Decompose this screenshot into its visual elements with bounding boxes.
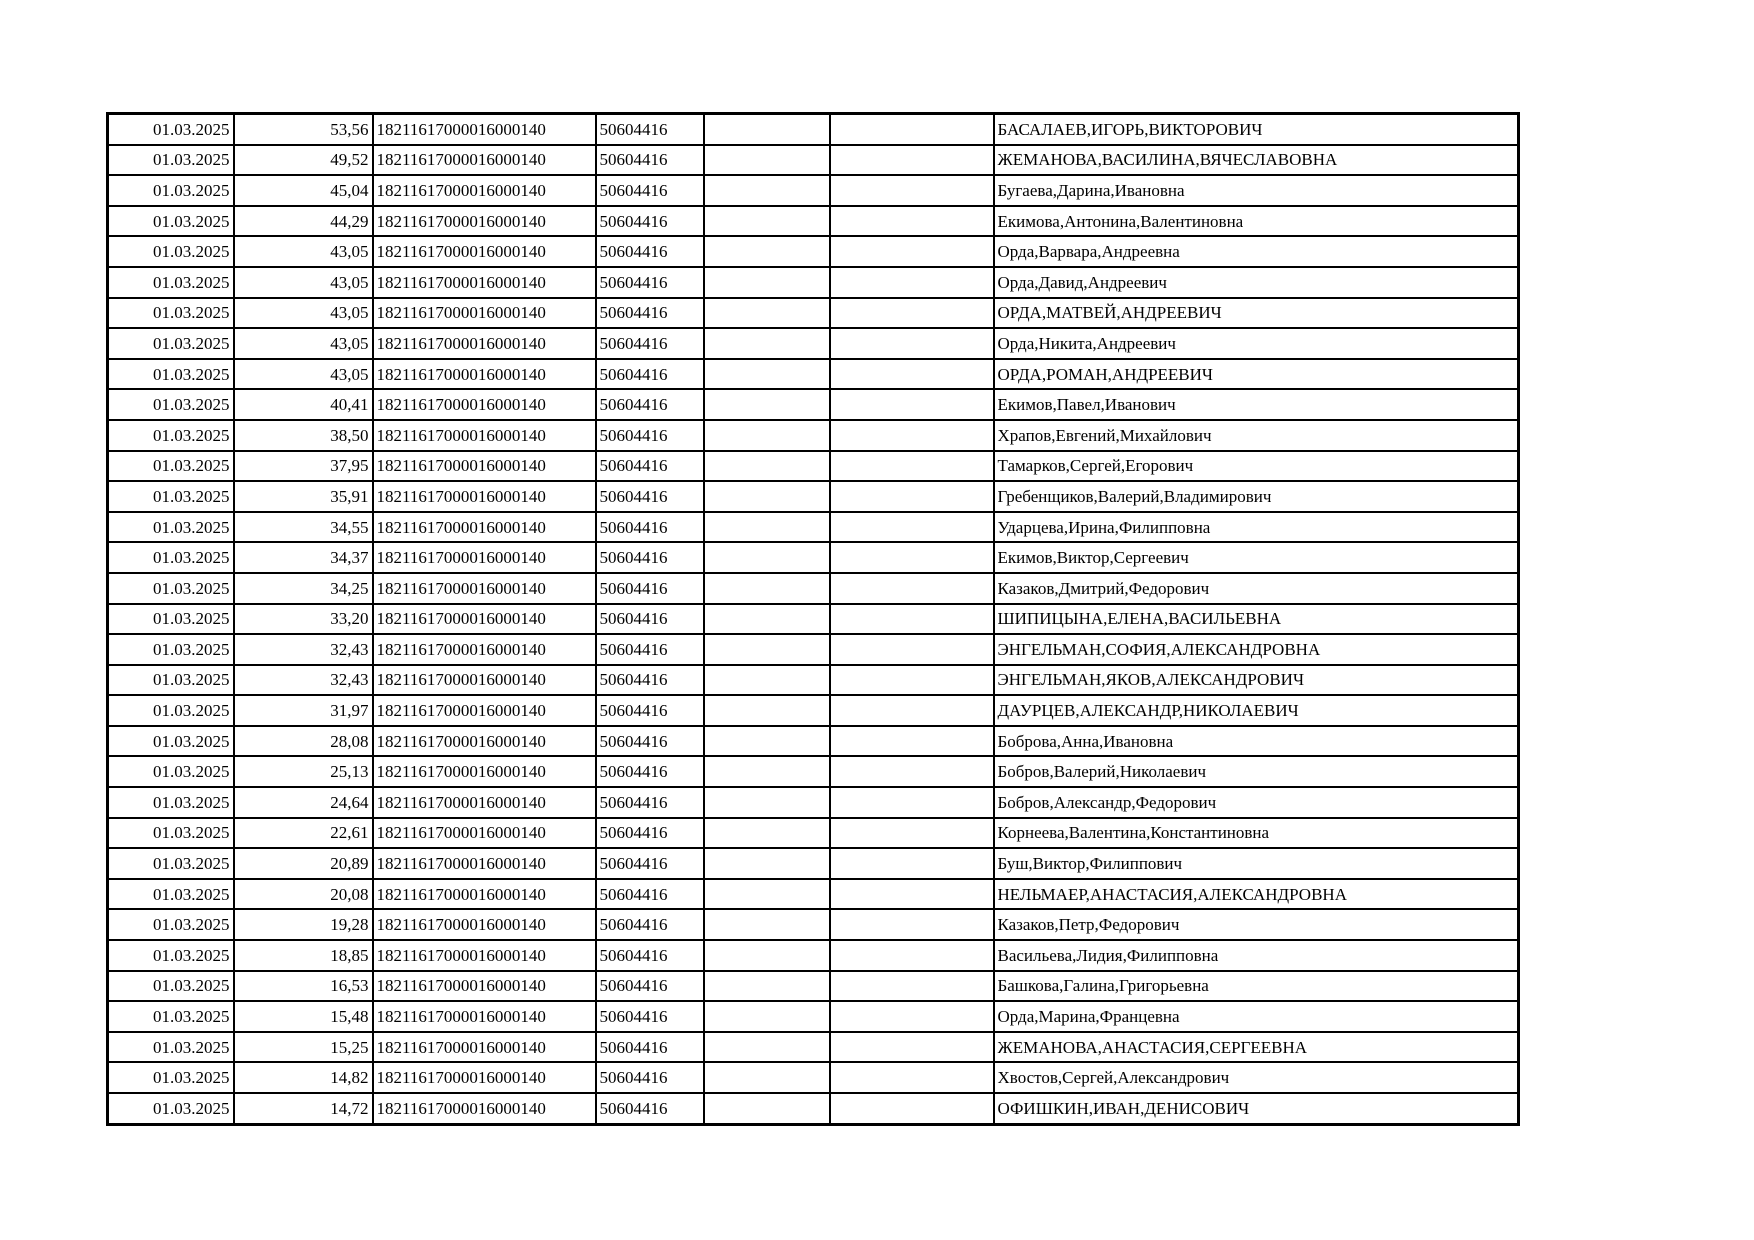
payer-name-cell: Орда,Марина,Францевна bbox=[994, 1001, 1519, 1032]
payment-date-cell: 01.03.2025 bbox=[108, 1062, 234, 1093]
payment-amount-cell: 40,41 bbox=[234, 389, 373, 420]
oktmo-code-cell: 50604416 bbox=[596, 359, 704, 390]
table-row bbox=[108, 389, 1519, 420]
payment-date-cell: 01.03.2025 bbox=[108, 971, 234, 1002]
payer-name-cell: ЖЕМАНОВА,АНАСТАСИЯ,СЕРГЕЕВНА bbox=[994, 1032, 1519, 1063]
empty-cell bbox=[830, 879, 994, 910]
kbk-code-cell: 18211617000016000140 bbox=[373, 787, 596, 818]
kbk-code-cell: 18211617000016000140 bbox=[373, 726, 596, 757]
empty-cell bbox=[830, 175, 994, 206]
kbk-code-cell: 18211617000016000140 bbox=[373, 1093, 596, 1124]
oktmo-code-cell: 50604416 bbox=[596, 818, 704, 849]
table-row bbox=[108, 909, 1519, 940]
payer-name-cell: БАСАЛАЕВ,ИГОРЬ,ВИКТОРОВИЧ bbox=[994, 114, 1519, 145]
payer-name-cell: Казаков,Петр,Федорович bbox=[994, 909, 1519, 940]
oktmo-code-cell: 50604416 bbox=[596, 206, 704, 237]
payment-amount-cell: 43,05 bbox=[234, 298, 373, 329]
table-row bbox=[108, 328, 1519, 359]
empty-cell bbox=[704, 573, 830, 604]
table-row bbox=[108, 512, 1519, 543]
empty-cell bbox=[704, 145, 830, 176]
oktmo-code-cell: 50604416 bbox=[596, 726, 704, 757]
oktmo-code-cell: 50604416 bbox=[596, 573, 704, 604]
empty-cell bbox=[830, 206, 994, 237]
table-row bbox=[108, 206, 1519, 237]
payer-name-cell: ЖЕМАНОВА,ВАСИЛИНА,ВЯЧЕСЛАВОВНА bbox=[994, 145, 1519, 176]
empty-cell bbox=[704, 726, 830, 757]
table-row bbox=[108, 940, 1519, 971]
oktmo-code-cell: 50604416 bbox=[596, 634, 704, 665]
payment-amount-cell: 28,08 bbox=[234, 726, 373, 757]
table-row bbox=[108, 695, 1519, 726]
empty-cell bbox=[704, 420, 830, 451]
payment-date-cell: 01.03.2025 bbox=[108, 328, 234, 359]
kbk-code-cell: 18211617000016000140 bbox=[373, 1001, 596, 1032]
payments-table bbox=[106, 112, 1520, 1126]
payment-amount-cell: 14,72 bbox=[234, 1093, 373, 1124]
empty-cell bbox=[704, 328, 830, 359]
empty-cell bbox=[704, 389, 830, 420]
oktmo-code-cell: 50604416 bbox=[596, 542, 704, 573]
payer-name-cell: ДАУРЦЕВ,АЛЕКСАНДР,НИКОЛАЕВИЧ bbox=[994, 695, 1519, 726]
payment-date-cell: 01.03.2025 bbox=[108, 359, 234, 390]
empty-cell bbox=[704, 604, 830, 635]
empty-cell bbox=[830, 542, 994, 573]
empty-cell bbox=[830, 114, 994, 145]
payment-amount-cell: 20,89 bbox=[234, 848, 373, 879]
table-row bbox=[108, 971, 1519, 1002]
empty-cell bbox=[704, 512, 830, 543]
kbk-code-cell: 18211617000016000140 bbox=[373, 114, 596, 145]
kbk-code-cell: 18211617000016000140 bbox=[373, 879, 596, 910]
payments-table-body bbox=[108, 114, 1519, 1125]
payment-date-cell: 01.03.2025 bbox=[108, 665, 234, 696]
payment-amount-cell: 15,48 bbox=[234, 1001, 373, 1032]
payment-date-cell: 01.03.2025 bbox=[108, 756, 234, 787]
empty-cell bbox=[830, 328, 994, 359]
payment-date-cell: 01.03.2025 bbox=[108, 267, 234, 298]
empty-cell bbox=[830, 236, 994, 267]
kbk-code-cell: 18211617000016000140 bbox=[373, 481, 596, 512]
kbk-code-cell: 18211617000016000140 bbox=[373, 848, 596, 879]
table-row bbox=[108, 236, 1519, 267]
oktmo-code-cell: 50604416 bbox=[596, 971, 704, 1002]
empty-cell bbox=[704, 756, 830, 787]
table-row bbox=[108, 298, 1519, 329]
payer-name-cell: Бобров,Александр,Федорович bbox=[994, 787, 1519, 818]
payment-date-cell: 01.03.2025 bbox=[108, 879, 234, 910]
kbk-code-cell: 18211617000016000140 bbox=[373, 695, 596, 726]
kbk-code-cell: 18211617000016000140 bbox=[373, 175, 596, 206]
empty-cell bbox=[830, 634, 994, 665]
payment-amount-cell: 16,53 bbox=[234, 971, 373, 1002]
payer-name-cell: Боброва,Анна,Ивановна bbox=[994, 726, 1519, 757]
kbk-code-cell: 18211617000016000140 bbox=[373, 298, 596, 329]
empty-cell bbox=[704, 848, 830, 879]
oktmo-code-cell: 50604416 bbox=[596, 940, 704, 971]
kbk-code-cell: 18211617000016000140 bbox=[373, 206, 596, 237]
payment-amount-cell: 35,91 bbox=[234, 481, 373, 512]
payer-name-cell: Казаков,Дмитрий,Федорович bbox=[994, 573, 1519, 604]
kbk-code-cell: 18211617000016000140 bbox=[373, 389, 596, 420]
kbk-code-cell: 18211617000016000140 bbox=[373, 1062, 596, 1093]
oktmo-code-cell: 50604416 bbox=[596, 665, 704, 696]
payment-date-cell: 01.03.2025 bbox=[108, 236, 234, 267]
empty-cell bbox=[704, 695, 830, 726]
empty-cell bbox=[704, 236, 830, 267]
payment-amount-cell: 38,50 bbox=[234, 420, 373, 451]
empty-cell bbox=[704, 1001, 830, 1032]
oktmo-code-cell: 50604416 bbox=[596, 389, 704, 420]
payer-name-cell: ОРДА,МАТВЕЙ,АНДРЕЕВИЧ bbox=[994, 298, 1519, 329]
oktmo-code-cell: 50604416 bbox=[596, 451, 704, 482]
empty-cell bbox=[830, 267, 994, 298]
oktmo-code-cell: 50604416 bbox=[596, 236, 704, 267]
empty-cell bbox=[704, 1093, 830, 1124]
payment-amount-cell: 34,37 bbox=[234, 542, 373, 573]
table-row bbox=[108, 145, 1519, 176]
payment-date-cell: 01.03.2025 bbox=[108, 114, 234, 145]
payment-amount-cell: 43,05 bbox=[234, 267, 373, 298]
oktmo-code-cell: 50604416 bbox=[596, 1093, 704, 1124]
kbk-code-cell: 18211617000016000140 bbox=[373, 634, 596, 665]
kbk-code-cell: 18211617000016000140 bbox=[373, 542, 596, 573]
table-row bbox=[108, 665, 1519, 696]
payer-name-cell: Екимов,Виктор,Сергеевич bbox=[994, 542, 1519, 573]
payer-name-cell: ОРДА,РОМАН,АНДРЕЕВИЧ bbox=[994, 359, 1519, 390]
table-row bbox=[108, 1001, 1519, 1032]
kbk-code-cell: 18211617000016000140 bbox=[373, 328, 596, 359]
kbk-code-cell: 18211617000016000140 bbox=[373, 420, 596, 451]
payer-name-cell: Орда,Давид,Андреевич bbox=[994, 267, 1519, 298]
empty-cell bbox=[830, 389, 994, 420]
empty-cell bbox=[830, 665, 994, 696]
payer-name-cell: ЭНГЕЛЬМАН,ЯКОВ,АЛЕКСАНДРОВИЧ bbox=[994, 665, 1519, 696]
payment-date-cell: 01.03.2025 bbox=[108, 909, 234, 940]
empty-cell bbox=[704, 634, 830, 665]
kbk-code-cell: 18211617000016000140 bbox=[373, 756, 596, 787]
payment-amount-cell: 22,61 bbox=[234, 818, 373, 849]
empty-cell bbox=[830, 1062, 994, 1093]
empty-cell bbox=[830, 145, 994, 176]
payer-name-cell: Васильева,Лидия,Филипповна bbox=[994, 940, 1519, 971]
kbk-code-cell: 18211617000016000140 bbox=[373, 267, 596, 298]
empty-cell bbox=[704, 665, 830, 696]
table-row bbox=[108, 451, 1519, 482]
oktmo-code-cell: 50604416 bbox=[596, 175, 704, 206]
empty-cell bbox=[830, 573, 994, 604]
empty-cell bbox=[830, 909, 994, 940]
oktmo-code-cell: 50604416 bbox=[596, 909, 704, 940]
payer-name-cell: ШИПИЦЫНА,ЕЛЕНА,ВАСИЛЬЕВНА bbox=[994, 604, 1519, 635]
payment-amount-cell: 25,13 bbox=[234, 756, 373, 787]
payer-name-cell: ОФИШКИН,ИВАН,ДЕНИСОВИЧ bbox=[994, 1093, 1519, 1124]
payment-amount-cell: 53,56 bbox=[234, 114, 373, 145]
empty-cell bbox=[704, 267, 830, 298]
empty-cell bbox=[704, 359, 830, 390]
payer-name-cell: Тамарков,Сергей,Егорович bbox=[994, 451, 1519, 482]
empty-cell bbox=[830, 726, 994, 757]
empty-cell bbox=[830, 420, 994, 451]
payer-name-cell: Бобров,Валерий,Николаевич bbox=[994, 756, 1519, 787]
payer-name-cell: Хвостов,Сергей,Александрович bbox=[994, 1062, 1519, 1093]
empty-cell bbox=[704, 787, 830, 818]
payment-date-cell: 01.03.2025 bbox=[108, 1093, 234, 1124]
payer-name-cell: Екимов,Павел,Иванович bbox=[994, 389, 1519, 420]
kbk-code-cell: 18211617000016000140 bbox=[373, 818, 596, 849]
oktmo-code-cell: 50604416 bbox=[596, 787, 704, 818]
oktmo-code-cell: 50604416 bbox=[596, 481, 704, 512]
payment-amount-cell: 14,82 bbox=[234, 1062, 373, 1093]
empty-cell bbox=[704, 940, 830, 971]
payment-date-cell: 01.03.2025 bbox=[108, 726, 234, 757]
kbk-code-cell: 18211617000016000140 bbox=[373, 236, 596, 267]
table-row bbox=[108, 604, 1519, 635]
payment-date-cell: 01.03.2025 bbox=[108, 604, 234, 635]
kbk-code-cell: 18211617000016000140 bbox=[373, 909, 596, 940]
payment-date-cell: 01.03.2025 bbox=[108, 634, 234, 665]
payment-amount-cell: 37,95 bbox=[234, 451, 373, 482]
payment-date-cell: 01.03.2025 bbox=[108, 512, 234, 543]
oktmo-code-cell: 50604416 bbox=[596, 298, 704, 329]
kbk-code-cell: 18211617000016000140 bbox=[373, 940, 596, 971]
payment-amount-cell: 24,64 bbox=[234, 787, 373, 818]
empty-cell bbox=[830, 1093, 994, 1124]
empty-cell bbox=[704, 542, 830, 573]
payment-amount-cell: 45,04 bbox=[234, 175, 373, 206]
table-row bbox=[108, 818, 1519, 849]
oktmo-code-cell: 50604416 bbox=[596, 1062, 704, 1093]
table-row bbox=[108, 420, 1519, 451]
payment-amount-cell: 32,43 bbox=[234, 665, 373, 696]
payment-amount-cell: 15,25 bbox=[234, 1032, 373, 1063]
empty-cell bbox=[830, 512, 994, 543]
oktmo-code-cell: 50604416 bbox=[596, 1001, 704, 1032]
empty-cell bbox=[830, 604, 994, 635]
payment-date-cell: 01.03.2025 bbox=[108, 481, 234, 512]
oktmo-code-cell: 50604416 bbox=[596, 604, 704, 635]
payment-amount-cell: 43,05 bbox=[234, 236, 373, 267]
payment-amount-cell: 19,28 bbox=[234, 909, 373, 940]
payer-name-cell: Гребенщиков,Валерий,Владимирович bbox=[994, 481, 1519, 512]
kbk-code-cell: 18211617000016000140 bbox=[373, 145, 596, 176]
payment-date-cell: 01.03.2025 bbox=[108, 940, 234, 971]
oktmo-code-cell: 50604416 bbox=[596, 420, 704, 451]
payment-date-cell: 01.03.2025 bbox=[108, 145, 234, 176]
table-row bbox=[108, 1062, 1519, 1093]
table-row bbox=[108, 175, 1519, 206]
payment-date-cell: 01.03.2025 bbox=[108, 695, 234, 726]
payer-name-cell: Ударцева,Ирина,Филипповна bbox=[994, 512, 1519, 543]
payer-name-cell: Храпов,Евгений,Михайлович bbox=[994, 420, 1519, 451]
payment-date-cell: 01.03.2025 bbox=[108, 1032, 234, 1063]
payer-name-cell: НЕЛЬМАЕР,АНАСТАСИЯ,АЛЕКСАНДРОВНА bbox=[994, 879, 1519, 910]
empty-cell bbox=[830, 940, 994, 971]
kbk-code-cell: 18211617000016000140 bbox=[373, 1032, 596, 1063]
payment-amount-cell: 20,08 bbox=[234, 879, 373, 910]
payment-amount-cell: 44,29 bbox=[234, 206, 373, 237]
payment-amount-cell: 34,55 bbox=[234, 512, 373, 543]
payment-amount-cell: 34,25 bbox=[234, 573, 373, 604]
empty-cell bbox=[704, 114, 830, 145]
kbk-code-cell: 18211617000016000140 bbox=[373, 359, 596, 390]
payer-name-cell: Буш,Виктор,Филиппович bbox=[994, 848, 1519, 879]
empty-cell bbox=[704, 481, 830, 512]
payment-date-cell: 01.03.2025 bbox=[108, 451, 234, 482]
oktmo-code-cell: 50604416 bbox=[596, 512, 704, 543]
payment-date-cell: 01.03.2025 bbox=[108, 787, 234, 818]
payment-amount-cell: 31,97 bbox=[234, 695, 373, 726]
payer-name-cell: Екимова,Антонина,Валентиновна bbox=[994, 206, 1519, 237]
empty-cell bbox=[830, 848, 994, 879]
table-row bbox=[108, 787, 1519, 818]
empty-cell bbox=[830, 359, 994, 390]
empty-cell bbox=[830, 787, 994, 818]
kbk-code-cell: 18211617000016000140 bbox=[373, 971, 596, 1002]
kbk-code-cell: 18211617000016000140 bbox=[373, 573, 596, 604]
kbk-code-cell: 18211617000016000140 bbox=[373, 512, 596, 543]
kbk-code-cell: 18211617000016000140 bbox=[373, 665, 596, 696]
payer-name-cell: Орда,Варвара,Андреевна bbox=[994, 236, 1519, 267]
empty-cell bbox=[830, 1001, 994, 1032]
table-row bbox=[108, 573, 1519, 604]
oktmo-code-cell: 50604416 bbox=[596, 114, 704, 145]
empty-cell bbox=[704, 206, 830, 237]
payment-date-cell: 01.03.2025 bbox=[108, 818, 234, 849]
oktmo-code-cell: 50604416 bbox=[596, 1032, 704, 1063]
payment-date-cell: 01.03.2025 bbox=[108, 420, 234, 451]
payment-amount-cell: 49,52 bbox=[234, 145, 373, 176]
payment-date-cell: 01.03.2025 bbox=[108, 848, 234, 879]
empty-cell bbox=[830, 818, 994, 849]
empty-cell bbox=[830, 756, 994, 787]
table-row bbox=[108, 879, 1519, 910]
oktmo-code-cell: 50604416 bbox=[596, 267, 704, 298]
empty-cell bbox=[704, 298, 830, 329]
table-row bbox=[108, 848, 1519, 879]
empty-cell bbox=[830, 298, 994, 329]
payment-date-cell: 01.03.2025 bbox=[108, 1001, 234, 1032]
payment-amount-cell: 18,85 bbox=[234, 940, 373, 971]
empty-cell bbox=[704, 175, 830, 206]
table-row bbox=[108, 1093, 1519, 1124]
empty-cell bbox=[830, 481, 994, 512]
table-row bbox=[108, 542, 1519, 573]
payment-date-cell: 01.03.2025 bbox=[108, 542, 234, 573]
empty-cell bbox=[704, 879, 830, 910]
table-row bbox=[108, 1032, 1519, 1063]
kbk-code-cell: 18211617000016000140 bbox=[373, 604, 596, 635]
payment-date-cell: 01.03.2025 bbox=[108, 206, 234, 237]
empty-cell bbox=[704, 1032, 830, 1063]
empty-cell bbox=[704, 451, 830, 482]
payer-name-cell: Башкова,Галина,Григорьевна bbox=[994, 971, 1519, 1002]
kbk-code-cell: 18211617000016000140 bbox=[373, 451, 596, 482]
oktmo-code-cell: 50604416 bbox=[596, 145, 704, 176]
payment-amount-cell: 32,43 bbox=[234, 634, 373, 665]
empty-cell bbox=[830, 1032, 994, 1063]
oktmo-code-cell: 50604416 bbox=[596, 879, 704, 910]
empty-cell bbox=[830, 971, 994, 1002]
oktmo-code-cell: 50604416 bbox=[596, 328, 704, 359]
payer-name-cell: Бугаева,Дарина,Ивановна bbox=[994, 175, 1519, 206]
payment-amount-cell: 43,05 bbox=[234, 328, 373, 359]
table-row bbox=[108, 726, 1519, 757]
oktmo-code-cell: 50604416 bbox=[596, 756, 704, 787]
payment-amount-cell: 43,05 bbox=[234, 359, 373, 390]
table-row bbox=[108, 634, 1519, 665]
empty-cell bbox=[704, 909, 830, 940]
payer-name-cell: Корнеева,Валентина,Константиновна bbox=[994, 818, 1519, 849]
payment-amount-cell: 33,20 bbox=[234, 604, 373, 635]
empty-cell bbox=[704, 1062, 830, 1093]
empty-cell bbox=[704, 818, 830, 849]
payment-date-cell: 01.03.2025 bbox=[108, 298, 234, 329]
empty-cell bbox=[830, 451, 994, 482]
payment-date-cell: 01.03.2025 bbox=[108, 175, 234, 206]
oktmo-code-cell: 50604416 bbox=[596, 848, 704, 879]
table-row bbox=[108, 756, 1519, 787]
table-row bbox=[108, 359, 1519, 390]
payment-date-cell: 01.03.2025 bbox=[108, 389, 234, 420]
table-row bbox=[108, 267, 1519, 298]
oktmo-code-cell: 50604416 bbox=[596, 695, 704, 726]
empty-cell bbox=[704, 971, 830, 1002]
table-row bbox=[108, 114, 1519, 145]
payer-name-cell: ЭНГЕЛЬМАН,СОФИЯ,АЛЕКСАНДРОВНА bbox=[994, 634, 1519, 665]
payer-name-cell: Орда,Никита,Андреевич bbox=[994, 328, 1519, 359]
empty-cell bbox=[830, 695, 994, 726]
payment-date-cell: 01.03.2025 bbox=[108, 573, 234, 604]
table-row bbox=[108, 481, 1519, 512]
